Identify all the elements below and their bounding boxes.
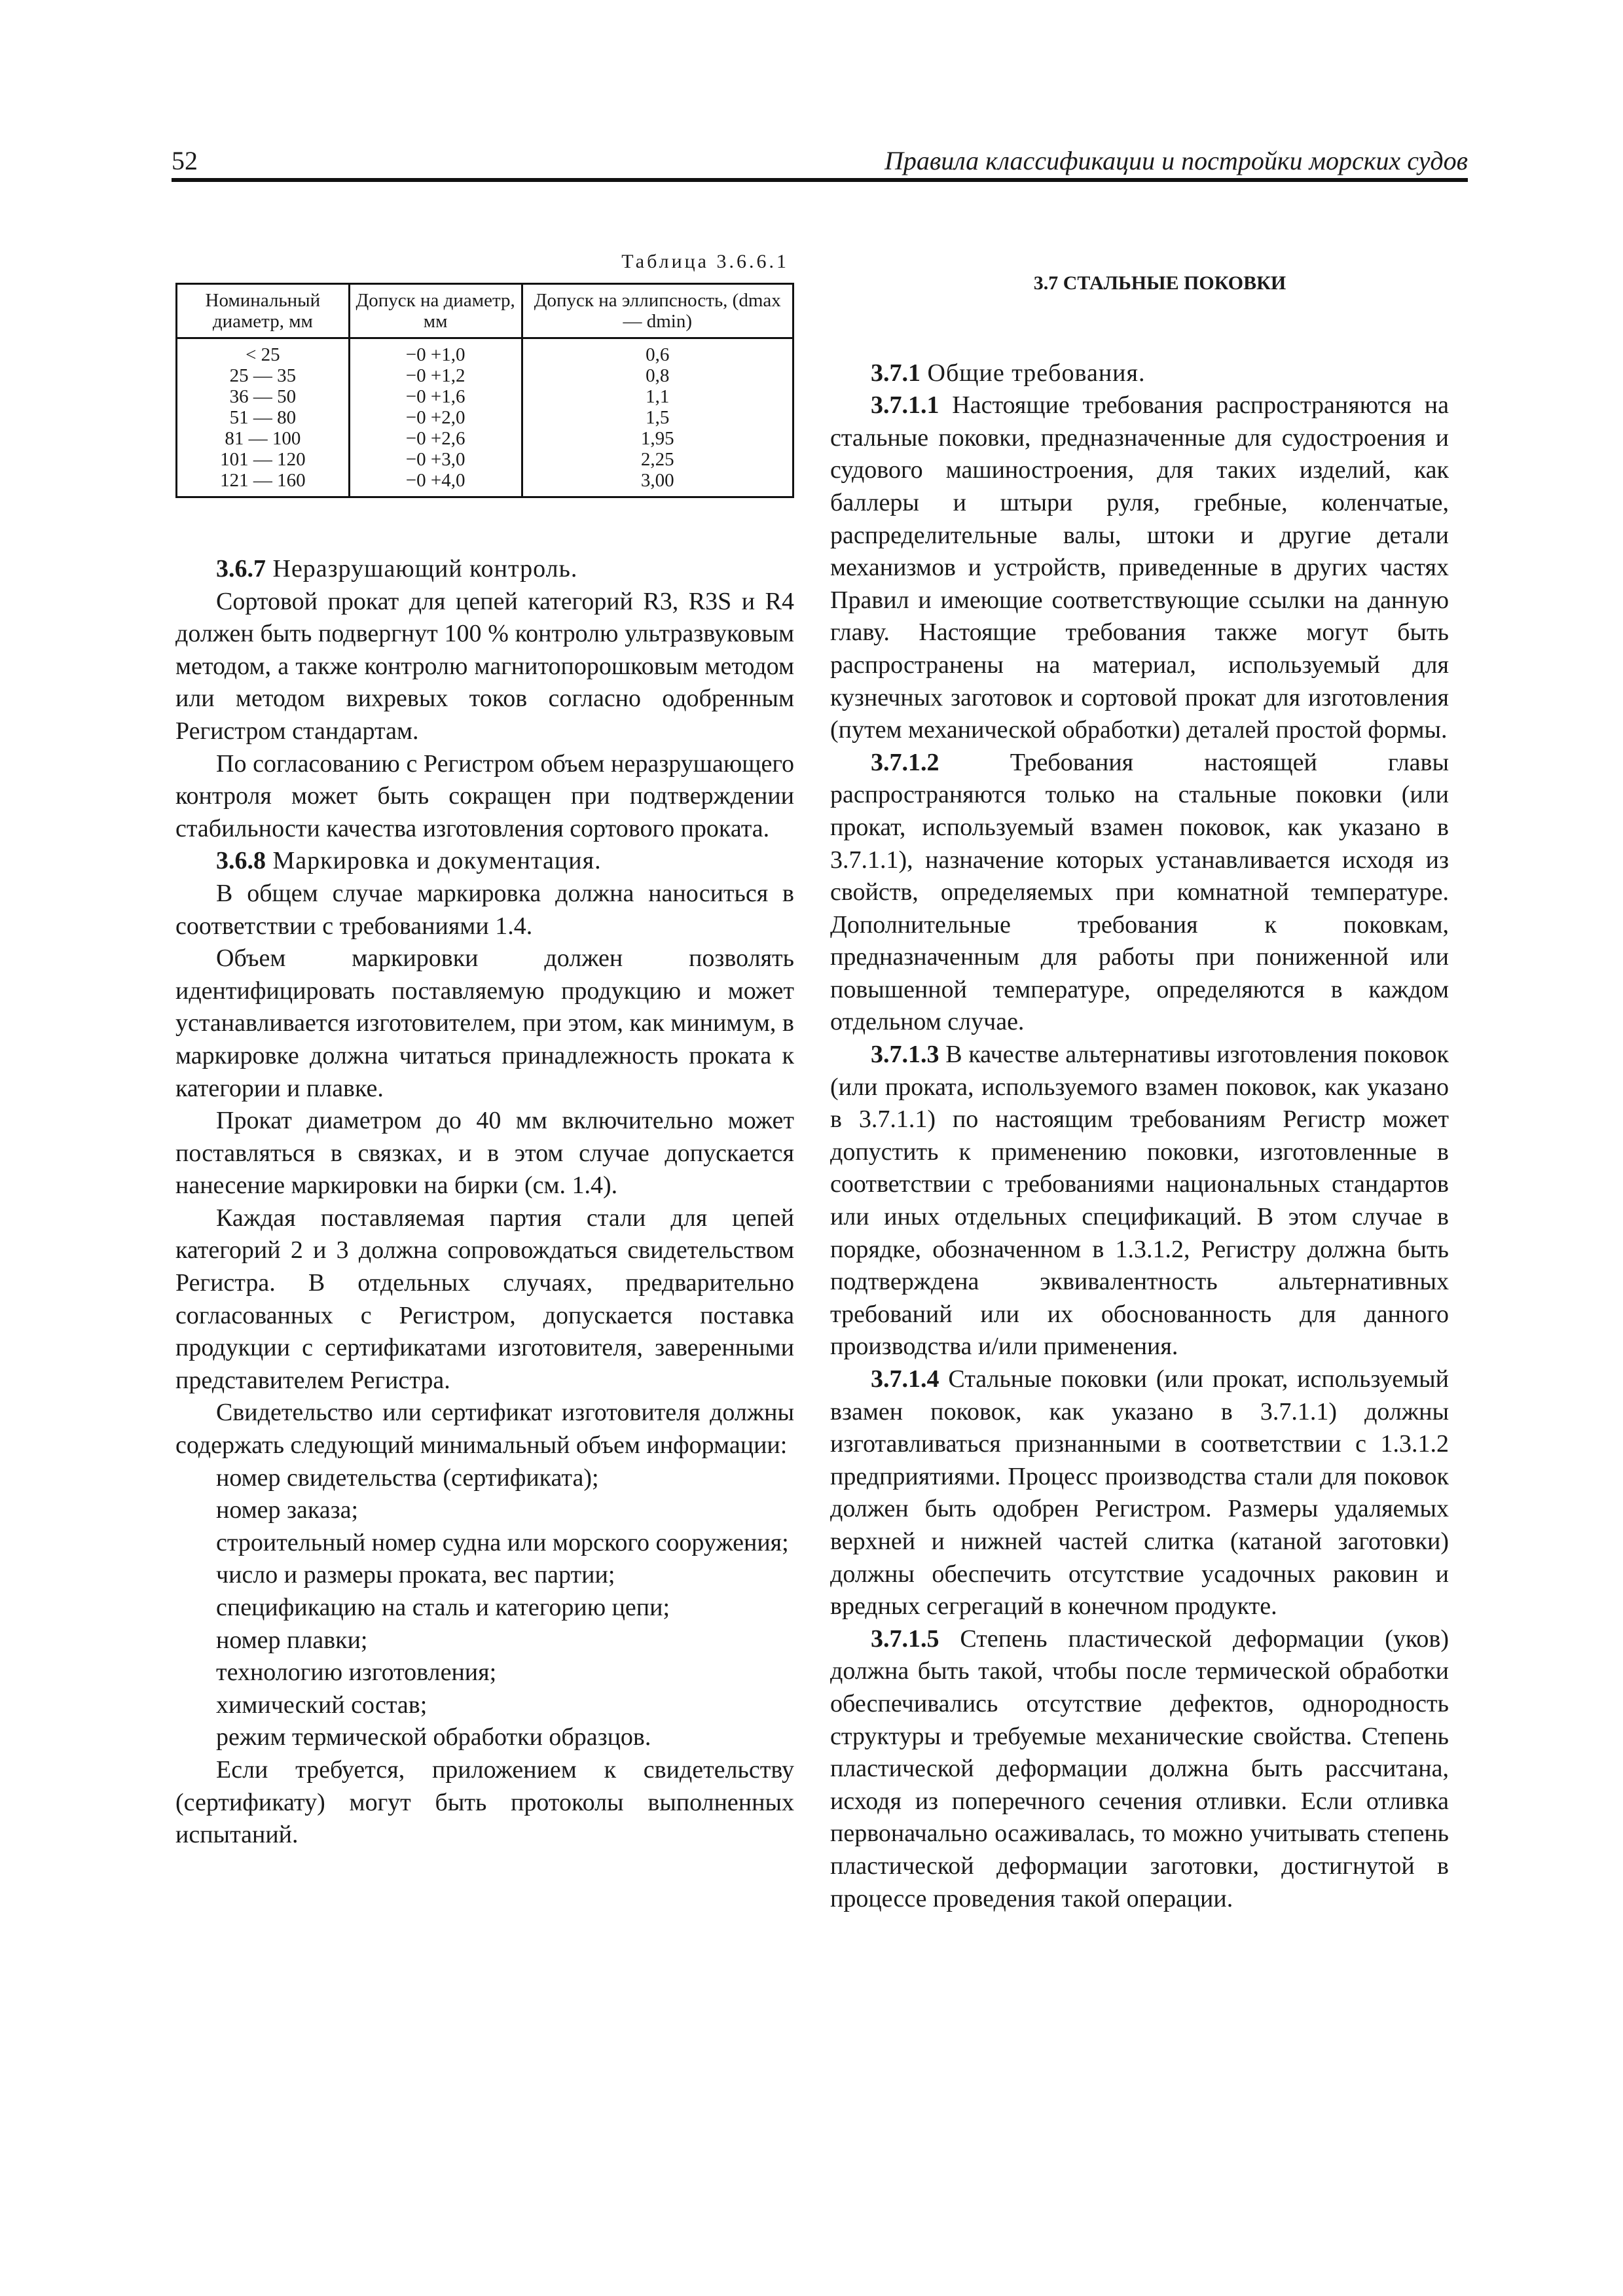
section-number: 3.7.1 xyxy=(871,359,921,387)
table-cell: −0 +2,6 xyxy=(349,428,522,449)
clause-text: Требования настоящей главы распространяются только на стальные поковки (или прокат, используемый взамен поковок, как указано в 3.7.1.1), назначение которых устанавливается исходя из свойств, определяемых при комнатной температуре. Дополнительные требования к поковкам, предназначенным для работы при пониженной или повышенной температуре, определяются в каждом отдельном случае. xyxy=(830,748,1449,1036)
paragraph: Если требуется, приложением к свидетельству (сертификату) могут быть протоколы выполненных испытаний. xyxy=(175,1755,794,1849)
table-cell: −0 +2,0 xyxy=(349,407,522,428)
table-row xyxy=(177,386,793,407)
table-cell: 51 — 80 xyxy=(177,407,350,428)
header-rule xyxy=(172,178,1468,182)
section-heading-3-6-7 xyxy=(175,553,794,586)
table-cell: 81 — 100 xyxy=(177,428,350,449)
table-row xyxy=(177,449,793,470)
running-title: Правила классификации и постройки морских судов xyxy=(884,146,1468,175)
clause-number: 3.7.1.3 xyxy=(871,1041,939,1069)
paragraph: По согласованию с Регистром объем неразрушающего контроля может быть сокращен при подтверждении стабильности качества изготовления сортового проката. xyxy=(175,749,794,842)
paragraph: В общем случае маркировка должна наноситься в соответствии с требованиями 1.4. xyxy=(175,879,794,940)
table-cell: −0 +1,2 xyxy=(349,365,522,386)
list-item: номер свидетельства (сертификата); xyxy=(216,1463,599,1492)
table-cell: 1,5 xyxy=(522,407,793,428)
paragraph: Сортовой прокат для цепей категорий R3, R3S и R4 должен быть подвергнут 100 % контролю ультразвуковым методом, а также контролю магнитопорошковым методом или методом вихревых токов согласно одобренным Регистром стандартам. xyxy=(175,587,794,745)
table-cell: 1,95 xyxy=(522,428,793,449)
clause-text: Настоящие требования распространяются на стальные поковки, предназначенные для судостроения и судового машиностроения, для таких изделий, как баллеры и штыри руля, гребные, коленчатые, распределительные валы, штоки и другие детали механизмов и устройств, приведенные в других частях Правил и имеющие соответствующие ссылки на данную главу. Настоящие требования также могут быть распространены на материал, используемый для кузнечных заготовок и сортовой прокат для изготовления (путем механической обработки) деталей простой формы. xyxy=(830,391,1449,744)
header-diameter-tolerance: Допуск на диаметр, мм xyxy=(349,284,522,338)
table-cell: 0,8 xyxy=(522,365,793,386)
table-caption: Таблица 3.6.6.1 xyxy=(621,251,789,272)
table-cell: 2,25 xyxy=(522,449,793,470)
table-cell: 1,1 xyxy=(522,386,793,407)
left-column xyxy=(175,249,794,1852)
right-column xyxy=(830,249,1449,1915)
table-row xyxy=(177,365,793,386)
section-number: 3.6.8 xyxy=(216,847,266,875)
tolerance-table xyxy=(175,283,794,498)
table-cell: 101 — 120 xyxy=(177,449,350,470)
list-item: число и размеры проката, вес партии; xyxy=(216,1561,615,1589)
table-cell: < 25 xyxy=(177,338,350,366)
list-item: строительный номер судна или морского сооружения; xyxy=(216,1528,789,1556)
clause-text: В качестве альтернативы изготовления поковок (или проката, используемого взамен поковок, как указано в 3.7.1.1) по настоящим требованиям Регистр может допустить к применению поковки, изготовленные в соответствии с требованиями национальных стандартов или иных отдельных спецификаций. В этом случае в порядке, обозначенном в 1.3.1.2, Регистру должна быть подтверждена эквивалентность альтернативных требований или их обоснованность для данного производства и/или применения. xyxy=(830,1041,1449,1361)
paragraph: Прокат диаметром до 40 мм включительно может поставляться в связках, и в этом случае допускается нанесение маркировки на бирки (см. 1.4). xyxy=(175,1107,794,1200)
table-cell: 25 — 35 xyxy=(177,365,350,386)
table-cell: 121 — 160 xyxy=(177,470,350,497)
page-header xyxy=(172,144,1468,183)
list-item: режим термической обработки образцов. xyxy=(216,1723,651,1751)
table-cell: −0 +1,0 xyxy=(349,338,522,366)
page-number: 52 xyxy=(172,146,198,175)
list-item: номер заказа; xyxy=(216,1496,359,1524)
clause-number: 3.7.1.2 xyxy=(871,748,939,776)
table-cell: −0 +3,0 xyxy=(349,449,522,470)
table-cell: 0,6 xyxy=(522,338,793,366)
section-title: Общие требования. xyxy=(921,359,1146,387)
list-item: химический состав; xyxy=(216,1691,428,1719)
paragraph-3-7-1-2 xyxy=(830,747,1449,1039)
section-heading-3-7-1 xyxy=(830,357,1449,390)
paragraph: Свидетельство или сертификат изготовителя должны содержать следующий минимальный объем информации: xyxy=(175,1399,794,1460)
paragraph: Объем маркировки должен позволять идентифицировать поставляемую продукцию и может устанавливается изготовителем, при этом, как минимум, в маркировке должна читаться принадлежность проката к категории и плавке. xyxy=(175,944,794,1102)
table-row xyxy=(177,338,793,366)
table-row xyxy=(177,470,793,497)
paragraph-3-7-1-4 xyxy=(830,1363,1449,1623)
clause-number: 3.7.1.1 xyxy=(871,391,939,420)
section-number: 3.6.7 xyxy=(216,555,266,583)
clause-text: Стальные поковки (или прокат, используемый взамен поковок, как указано в 3.7.1.1) должны изготавливаться признанными в соответствии с 1.3.1.2 предприятиями. Процесс производства стали для поковок должен быть одобрен Регистром. Размеры удаляемых верхней и нижней частей слитка (катаной заготовки) должны обеспечить отсутствие усадочных раковин и вредных сегрегаций в конечном продукте. xyxy=(830,1365,1449,1621)
table-cell: 36 — 50 xyxy=(177,386,350,407)
list-item: спецификацию на сталь и категорию цепи; xyxy=(216,1594,670,1621)
table-row xyxy=(177,428,793,449)
paragraph-3-7-1-1 xyxy=(830,389,1449,747)
paragraph-3-7-1-3 xyxy=(830,1039,1449,1363)
section-title: Маркировка и документация. xyxy=(266,847,602,875)
table-row xyxy=(177,407,793,428)
table-cell: −0 +4,0 xyxy=(349,470,522,497)
table-header-row xyxy=(177,284,793,338)
paragraph: Каждая поставляемая партия стали для цепей категорий 2 и 3 должна сопровождаться свидетельством Регистра. В отдельных случаях, предварительно согласованных с Регистром, допускается поставка продукции с сертификатами изготовителя, заверенными представителем Регистра. xyxy=(175,1204,794,1394)
header-nominal-diameter: Номинальный диаметр, мм xyxy=(177,284,350,338)
table-cell: 3,00 xyxy=(522,470,793,497)
section-heading-3-6-8 xyxy=(175,845,794,878)
clause-text: Степень пластической деформации (уков) должна быть такой, чтобы после термической обработки обеспечивались отсутствие дефектов, однородность структуры и требуемые механические свойства. Степень пластической деформации должна быть рассчитана, исходя из поперечного сечения отливки. Если отливка первоначально осаживалась, то можно учитывать степень пластической деформации заготовки, достигнутой в процессе проведения такой операции. xyxy=(830,1624,1449,1912)
section-title-3-7: 3.7 СТАЛЬНЫЕ ПОКОВКИ xyxy=(1033,272,1286,294)
table-cell: −0 +1,6 xyxy=(349,386,522,407)
clause-number: 3.7.1.5 xyxy=(871,1624,939,1653)
clause-number: 3.7.1.4 xyxy=(871,1365,939,1393)
list-item: технологию изготовления; xyxy=(216,1659,497,1687)
section-title: Неразрушающий контроль. xyxy=(266,555,578,583)
list-item: номер плавки; xyxy=(216,1626,368,1654)
header-ellipticity-tolerance: Допуск на эллипсность, (dmax — dmin) xyxy=(522,284,793,338)
paragraph-3-7-1-5 xyxy=(830,1623,1449,1915)
